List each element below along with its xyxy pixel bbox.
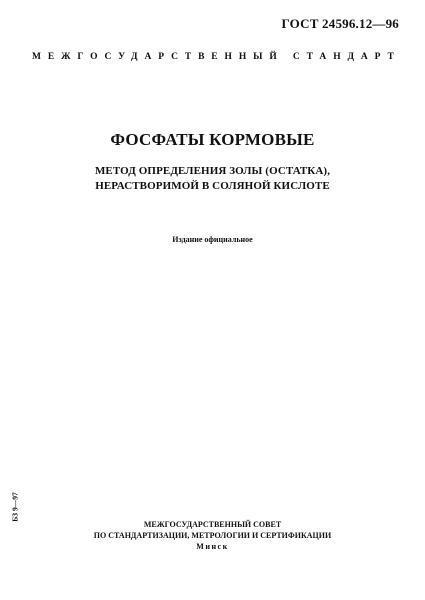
- edition-note: Издание официальное: [172, 235, 253, 244]
- document-code: ГОСТ 24596.12—96: [281, 16, 399, 31]
- document-title: ФОСФАТЫ КОРМОВЫЕ: [110, 130, 315, 149]
- standard-type-heading: МЕЖГОСУДАРСТВЕННЫЙ СТАНДАРТ: [32, 52, 401, 62]
- document-subtitle: [0, 164, 425, 194]
- subtitle-line-2: НЕРАСТВОРИМОЙ В СОЛЯНОЙ КИСЛОТЕ: [95, 180, 330, 192]
- publisher-footer: [0, 519, 425, 552]
- subtitle-line-1: МЕТОД ОПРЕДЕЛЕНИЯ ЗОЛЫ (ОСТАТКА),: [94, 165, 331, 177]
- side-code-text: БЗ 9—97: [10, 492, 20, 522]
- footer-line-1: МЕЖГОСУДАРСТВЕННЫЙ СОВЕТ: [143, 520, 282, 529]
- footer-city: Минск: [196, 542, 229, 551]
- footer-line-2: ПО СТАНДАРТИЗАЦИИ, МЕТРОЛОГИИ И СЕРТИФИКАЦИИ: [93, 531, 332, 540]
